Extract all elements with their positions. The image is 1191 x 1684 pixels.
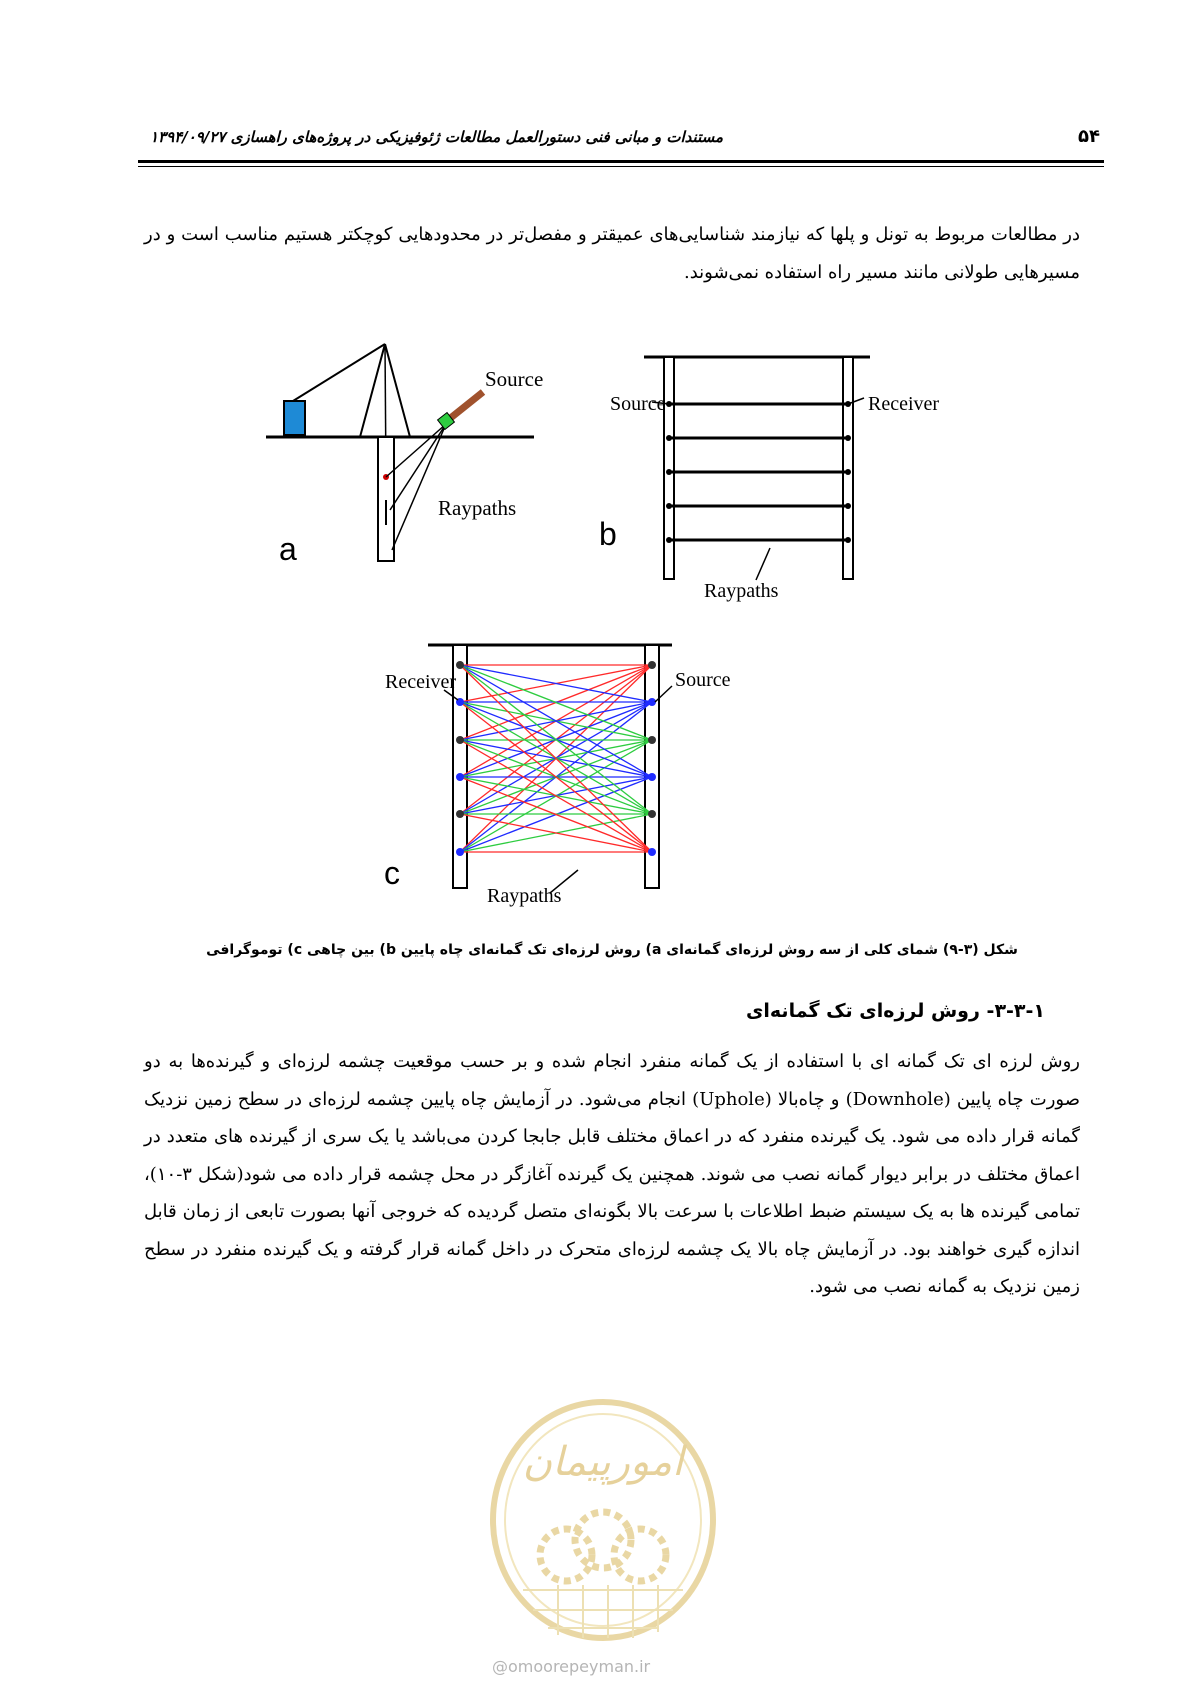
hammer-source — [448, 392, 483, 420]
raypaths-pointer-b — [756, 548, 770, 580]
gear-icon — [540, 1529, 592, 1581]
source-label-b: Source — [610, 393, 666, 415]
source-node-c — [648, 736, 656, 744]
source-node-b — [666, 537, 672, 543]
raypaths-label-c: Raypaths — [487, 885, 562, 907]
source-node-b — [666, 435, 672, 441]
receiver-node-b — [845, 469, 851, 475]
panel-b — [599, 357, 939, 602]
source-label-c: Source — [675, 669, 731, 691]
intro-paragraph: در مطالعات مربوط به تونل و پلها که نیازمند شناسایی‌های عمیقتر و مفصل‌تر در محدودهایی کوچکتر هستیم مناسب است و در مسیرهایی طولانی مانند مسیر راه استفاده نمی‌شوند. — [144, 224, 1080, 283]
panel-a — [266, 344, 543, 567]
receiver-node-c — [456, 848, 464, 856]
body-paragraph: روش لرزه ای تک گمانه ای با استفاده از یک گمانه منفرد انجام شده و بر حسب موقعیت چشمه لرزه‌ای و گیرنده‌ها به دو صورت چاه پایین (Downhole) و چاه‌بالا (Uphole) انجام می‌شود. در آزمایش چاه پایین چشمه لرزه‌ای در سطح زمین نزدیک گمانه قرار داده می شود. یک گیرنده منفرد که در اعماق مختلف قابل جابجا کردن می‌باشد یا یک سری از گیرنده های متعدد در اعماق مختلف در برابر دیوار گمانه نصب می شوند. همچنین یک گیرنده آغازگر در محل چشمه قرار داده می شود(شکل ۳-۱۰)، تمامی گیرنده ها به یک سیستم ضبط اطلاعات با سرعت بالا بگونه‌ای متصل گردیده که خروجی آنها بصورت تابعی از زمان قابل اندازه گیری خواهند بود. در آزمایش چاه بالا یک چشمه لرزه‌ای متحرک در داخل گمانه قرار گرفته و یک گیرنده منفرد در سطح زمین نزدیک به گمانه نصب می شود. — [144, 1051, 1080, 1297]
gear-icon — [614, 1529, 666, 1581]
seal-ring — [493, 1402, 713, 1638]
receiver-label-b: Receiver — [868, 393, 940, 415]
section-heading: ۳-۳-۱- روش لرزه‌ای تک گمانه‌ای — [745, 1000, 1045, 1022]
borehole-b-right — [843, 357, 853, 579]
source-node-b — [666, 503, 672, 509]
raypaths-label-a: Raypaths — [438, 496, 517, 520]
page-number: ۵۴ — [1078, 126, 1100, 147]
raypath-a — [392, 424, 446, 550]
borehole-b-left — [664, 357, 674, 579]
source-node-c — [648, 773, 656, 781]
watermark-logo-text: امورپیمان — [522, 1439, 684, 1485]
receiver-node-c — [456, 661, 464, 669]
raypaths-label-b: Raypaths — [704, 580, 779, 602]
header-date: ۱۳۹۴/۰۹/۲۷ — [150, 128, 226, 146]
figure-caption: شکل (۳-۹) شمای کلی از سه روش لرزه‌ای گمانه‌ای a) روش لرزه‌ای تک گمانه‌ای چاه پایین b) بین چاهی c) توموگرافی — [206, 942, 1018, 958]
receiver-label-c: Receiver — [385, 671, 457, 693]
grid-pattern — [523, 1585, 683, 1638]
receiver-node-b — [845, 503, 851, 509]
borehole-a — [378, 437, 394, 561]
raypaths-c — [456, 661, 656, 856]
panel-letter-a: a — [279, 531, 297, 567]
header-title-text: مستندات و مبانی فنی دستورالعمل مطالعات ژئوفیزیکی در پروژه‌های راهسازی — [230, 128, 724, 146]
receiver-node-c — [456, 736, 464, 744]
source-node-c — [648, 848, 656, 856]
raypaths-b — [666, 401, 851, 543]
source-node-c — [648, 810, 656, 818]
watermark-logo — [478, 1390, 728, 1670]
receiver-node-c — [456, 810, 464, 818]
receiver-node-b — [845, 537, 851, 543]
panel-letter-c: c — [384, 855, 400, 891]
receiver-node-b — [845, 435, 851, 441]
source-node-c — [648, 698, 656, 706]
source-node-c — [648, 661, 656, 669]
watermark-url: @omoorepeyman.ir — [492, 1657, 651, 1676]
source-label-a: Source — [485, 367, 544, 391]
panel-letter-b: b — [599, 516, 617, 552]
receiver-node-c — [456, 773, 464, 781]
source-node-b — [666, 469, 672, 475]
recording-box — [284, 401, 305, 435]
panel-c — [384, 645, 731, 907]
tripod-leg — [385, 344, 410, 437]
